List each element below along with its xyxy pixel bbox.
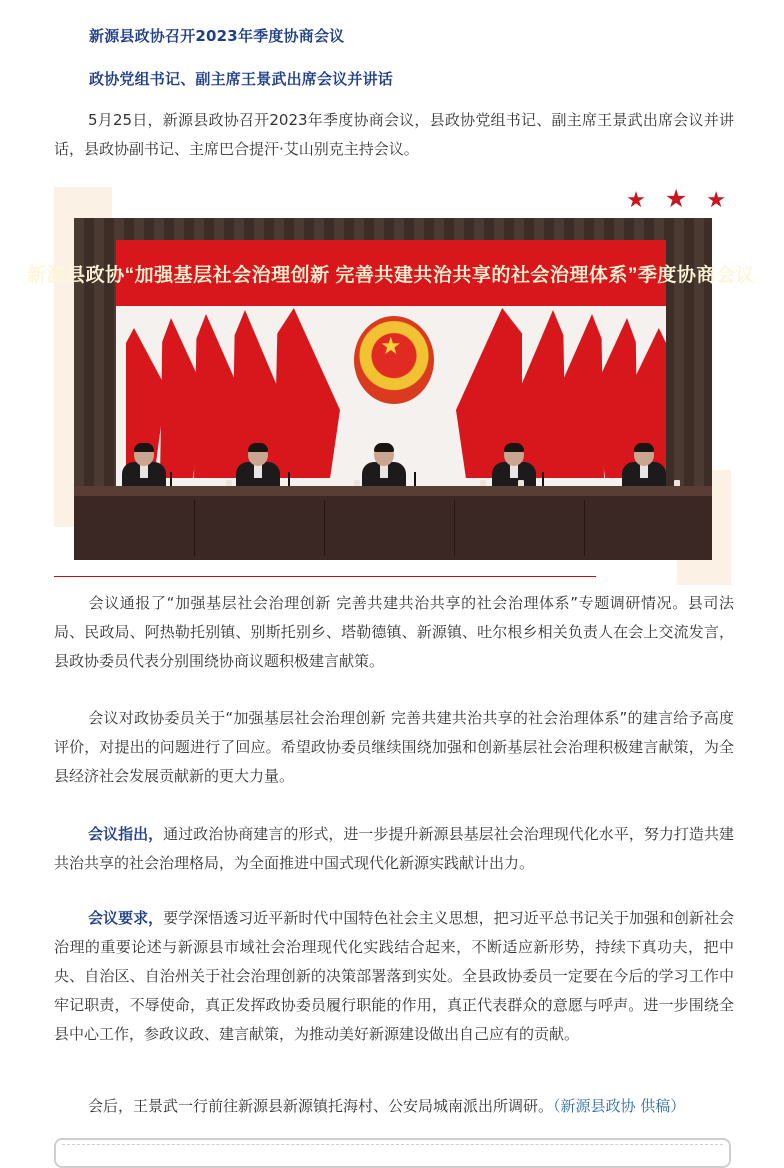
- paragraph-text: 5月25日，新源县政协召开2023年季度协商会议，县政协党组书记、副主席王景武出席会议并讲话，县政协副书记、主席巴合提汗·艾山别克主持会议。: [54, 111, 734, 158]
- paragraph-requirements: [54, 904, 734, 1049]
- paragraph-text: 通过政治协商建言的形式，进一步提升新源县基层社会治理现代化水平，努力打造共建共治共享的社会治理格局，为全面推进中国式现代化新源实践献计出力。: [54, 825, 734, 872]
- article-title: 新源县政协召开2023年季度协商会议: [89, 27, 345, 45]
- paragraph-intro: [54, 106, 734, 164]
- attendee: [622, 444, 666, 490]
- lead-phrase: 会议要求，: [88, 909, 164, 927]
- star-icon: ★: [664, 184, 694, 213]
- cppcc-emblem: [354, 316, 434, 404]
- source-credit: （新源县政协 供稿）: [553, 1097, 686, 1115]
- meeting-photo: [27, 218, 755, 560]
- banner-text: 新源县政协“加强基层社会治理创新 完善共建共治共享的社会治理体系”季度协商会议: [27, 264, 755, 286]
- paragraph-evaluation: [54, 704, 734, 791]
- bottom-card-border: [54, 1138, 731, 1168]
- section-divider: [54, 576, 596, 577]
- table-panel: [584, 500, 585, 556]
- conference-table: [74, 486, 712, 560]
- table-edge: [74, 486, 712, 496]
- attendee: [122, 444, 166, 490]
- emblem-star-icon: ★: [380, 332, 402, 360]
- table-panel: [324, 500, 325, 556]
- table-panel: [454, 500, 455, 556]
- paragraph-text: 会后，王景武一行前往新源县新源镇托海村、公安局城南派出所调研。: [88, 1097, 554, 1115]
- paragraph-text: 会议对政协委员关于“加强基层社会治理创新 完善共建共治共享的社会治理体系”的建言给予高度评价，对提出的问题进行了回应。希望政协委员继续围绕加强和创新基层社会治理积极建言献策，为全县经济社会发展贡献新的更大力量。: [54, 709, 734, 785]
- lead-phrase: 会议指出，: [88, 825, 164, 843]
- paragraph-closing: [54, 1092, 734, 1121]
- star-icon: ★: [626, 188, 652, 213]
- attendee: [236, 444, 280, 490]
- attendee: [492, 444, 536, 490]
- meeting-banner: [27, 240, 755, 306]
- paragraph-text: 会议通报了“加强基层社会治理创新 完善共建共治共享的社会治理体系”专题调研情况。县司法局、民政局、阿热勒托别镇、别斯托别乡、塔勒德镇、新源镇、吐尔根乡相关负责人在会上交流发言，县政协委员代表分别围绕协商议题积极建言献策。: [54, 594, 734, 670]
- table-panel: [194, 500, 195, 556]
- star-icon: [626, 186, 732, 214]
- article-subtitle: 政协党组书记、副主席王景武出席会议并讲话: [89, 70, 394, 88]
- dashed-line: [62, 1144, 723, 1164]
- star-icon: ★: [706, 188, 732, 213]
- paragraph-pointed-out: [54, 820, 734, 878]
- attendee: [362, 444, 406, 490]
- paragraph-text: 要学深悟透习近平新时代中国特色社会主义思想，把习近平总书记关于加强和创新社会治理的重要论述与新源县市域社会治理现代化实践结合起来，不断适应新形势，持续下真功夫，把中央、自治区、自治州关于社会治理创新的决策部署落到实处。全县政协委员一定要在今后的学习工作中牢记职责，不辱使命，真正发挥政协委员履行职能的作用，真正代表群众的意愿与呼声。进一步围绕全县中心工作，参政议政、建言献策，为推动美好新源建设做出自己应有的贡献。: [54, 909, 734, 1043]
- paragraph-report: [54, 589, 734, 676]
